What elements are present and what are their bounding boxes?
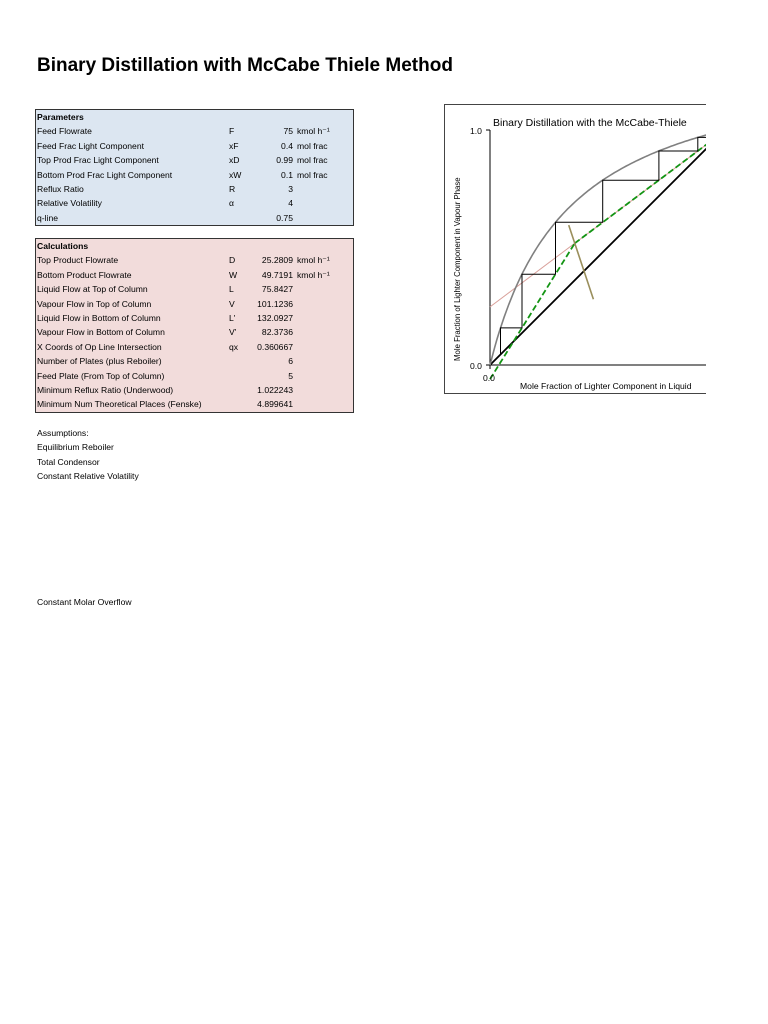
calculation-value: 132.0927	[257, 312, 293, 323]
calculation-symbol: V'	[229, 327, 237, 338]
parameter-label: Relative Volatility	[37, 198, 102, 209]
calculation-label: Liquid Flow in Bottom of Column	[37, 312, 161, 323]
calculation-row	[36, 340, 353, 354]
parameter-row	[36, 124, 353, 138]
calculation-row	[36, 383, 353, 397]
calculation-value: 0.360667	[257, 341, 293, 352]
calculations-table	[35, 238, 354, 413]
calculation-label: Minimum Num Theoretical Places (Fenske)	[37, 399, 202, 410]
parameter-label: Feed Frac Light Component	[37, 140, 145, 151]
calculation-row	[36, 253, 353, 267]
calculation-unit: kmol h⁻¹	[297, 255, 330, 266]
x-tick-label-origin: 0.0	[483, 373, 495, 383]
calculation-symbol: W	[229, 269, 238, 280]
rectifying-operating-line	[575, 122, 706, 243]
calculations-header-row	[36, 239, 353, 253]
calculation-label: Feed Plate (From Top of Column)	[37, 370, 165, 381]
y-tick-label-top: 1.0	[470, 126, 482, 136]
parameter-label: q-line	[37, 212, 59, 223]
calculation-row	[36, 397, 353, 411]
parameter-symbol: R	[229, 183, 236, 194]
calculation-value: 75.8427	[261, 284, 293, 295]
parameter-value: 0.4	[281, 140, 293, 151]
calculation-symbol: L	[229, 284, 234, 295]
parameter-unit: mol frac	[297, 155, 328, 166]
parameter-row	[36, 182, 353, 196]
parameter-symbol: F	[229, 126, 235, 137]
calculation-value: 1.022243	[257, 384, 293, 395]
calculation-unit: kmol h⁻¹	[297, 269, 330, 280]
assumptions-list	[37, 426, 139, 484]
calculation-label: Minimum Reflux Ratio (Underwood)	[37, 384, 174, 395]
parameter-value: 0.99	[276, 155, 293, 166]
calculation-value: 49.7191	[261, 269, 293, 280]
parameter-unit: mol frac	[297, 169, 328, 180]
parameter-value: 0.1	[281, 169, 293, 180]
chart-title: Binary Distillation with the McCabe-Thiele	[493, 117, 687, 129]
calculation-row	[36, 369, 353, 383]
parameter-row	[36, 153, 353, 167]
parameter-row	[36, 196, 353, 210]
stage-steps	[501, 132, 707, 354]
parameter-row	[36, 168, 353, 182]
assumption-item: Total Condensor	[37, 456, 100, 467]
q-line	[569, 225, 594, 299]
page-title: Binary Distillation with McCabe Thiele Method	[37, 55, 453, 76]
parameters-table	[35, 109, 354, 226]
calculation-value: 4.899641	[257, 399, 293, 410]
calculation-label: Bottom Product Flowrate	[37, 269, 132, 280]
calculation-symbol: qx	[229, 341, 239, 352]
calculation-row	[36, 311, 353, 325]
calculation-row	[36, 282, 353, 296]
assumption-item: Equilibrium Reboiler	[37, 442, 114, 453]
calculation-symbol: D	[229, 255, 236, 266]
calculation-symbol: V	[229, 298, 235, 309]
parameter-label: Top Prod Frac Light Component	[37, 155, 159, 166]
calculation-symbol: L'	[229, 312, 236, 323]
calculation-row	[36, 325, 353, 339]
parameter-label: Feed Flowrate	[37, 126, 92, 137]
calculations-header: Calculations	[37, 241, 89, 251]
assumption-item: Constant Relative Volatility	[37, 471, 139, 482]
parameter-row	[36, 211, 353, 225]
stripping-operating-line	[490, 243, 575, 379]
x-axis-label: Mole Fraction of Lighter Component in Liquid	[520, 381, 692, 391]
parameters-header-row	[36, 110, 353, 124]
parameter-symbol: xW	[229, 169, 242, 180]
calculation-label: Vapour Flow in Top of Column	[37, 298, 152, 309]
assumptions-header: Assumptions:	[37, 428, 89, 438]
mccabe-thiele-chart	[444, 104, 706, 394]
parameter-unit: kmol h⁻¹	[297, 126, 330, 137]
parameter-symbol: xD	[229, 155, 240, 166]
calculation-value: 25.2809	[261, 255, 293, 266]
assumption-item-footer: Constant Molar Overflow	[37, 597, 132, 607]
calculation-label: X Coords of Op Line Intersection	[37, 341, 162, 352]
y-axis-label: Mole Fraction of Lighter Component in Vapour Phase	[453, 177, 462, 361]
calculation-row	[36, 268, 353, 282]
parameter-symbol: xF	[229, 140, 239, 151]
calculation-row	[36, 354, 353, 368]
parameter-value: 4	[288, 198, 293, 209]
plot-area	[486, 118, 706, 379]
calculation-label: Vapour Flow in Bottom of Column	[37, 327, 165, 338]
chart-canvas	[445, 105, 706, 394]
calculation-value: 5	[288, 370, 293, 381]
parameter-unit: mol frac	[297, 140, 328, 151]
calculation-value: 6	[288, 356, 293, 367]
parameter-value: 75	[283, 126, 293, 137]
parameter-value: 0.75	[276, 212, 293, 223]
calculation-label: Number of Plates (plus Reboiler)	[37, 356, 162, 367]
calculation-value: 101.1236	[257, 298, 293, 309]
calculation-value: 82.3736	[261, 327, 293, 338]
parameter-symbol: α	[229, 198, 234, 209]
parameters-header: Parameters	[37, 112, 84, 122]
calculation-label: Liquid Flow at Top of Column	[37, 284, 148, 295]
calculation-row	[36, 297, 353, 311]
parameter-value: 3	[288, 183, 293, 194]
parameter-label: Reflux Ratio	[37, 183, 84, 194]
parameter-row	[36, 139, 353, 153]
parameter-label: Bottom Prod Frac Light Component	[37, 169, 173, 180]
equilibrium-curve	[490, 130, 706, 365]
calculation-label: Top Product Flowrate	[37, 255, 119, 266]
y-tick-label-bottom: 0.0	[470, 361, 482, 371]
